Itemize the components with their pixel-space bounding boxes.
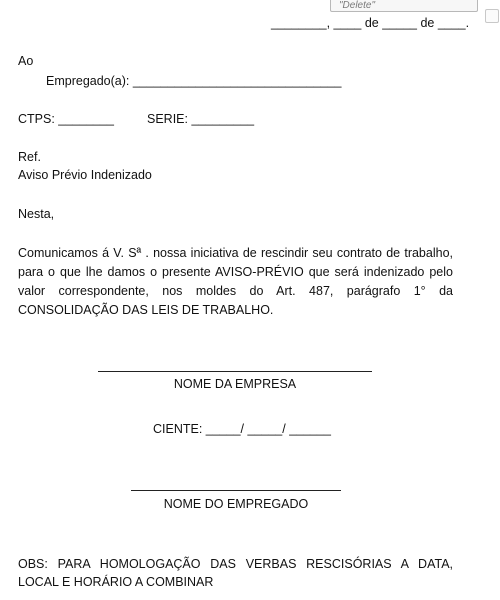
employee-signature-line	[131, 490, 341, 491]
ciente-date-field: CIENTE: _____/ _____/ ______	[153, 422, 331, 436]
close-icon[interactable]	[485, 9, 499, 23]
delete-tooltip	[330, 0, 478, 12]
body-paragraph: Comunicamos á V. Sª . nossa iniciativa de rescindir seu contrato de trabalho, para o que lhe damos o presente AVISO-PRÉVIO que será indenizado pelo valor correspondente, nos moldes do Art. 487, parágrafo 1° da CONSOLIDAÇÃO DAS LEIS DE TRABALHO.	[18, 246, 453, 317]
date-line: ________, ____ de _____ de ____.	[271, 16, 470, 30]
greeting: Nesta,	[18, 207, 55, 221]
company-signature-line	[98, 371, 372, 372]
delete-tooltip-text: "Delete"	[339, 0, 376, 11]
recipient-ao: Ao	[18, 54, 34, 68]
employee-name-field: Empregado(a): ______________________________	[46, 74, 342, 88]
reference-label: Ref.	[18, 150, 41, 164]
reference-subject: Aviso Prévio Indenizado	[18, 168, 152, 182]
ctps-field: CTPS: ________	[18, 112, 114, 126]
employee-name-label: NOME DO EMPREGADO	[163, 497, 309, 511]
obs-note: OBS: PARA HOMOLOGAÇÃO DAS VERBAS RESCISÓRIAS A DATA, LOCAL E HORÁRIO A COMBINAR	[18, 557, 453, 589]
company-name-label: NOME DA EMPRESA	[173, 377, 297, 391]
serie-field: SERIE: _________	[147, 112, 255, 126]
